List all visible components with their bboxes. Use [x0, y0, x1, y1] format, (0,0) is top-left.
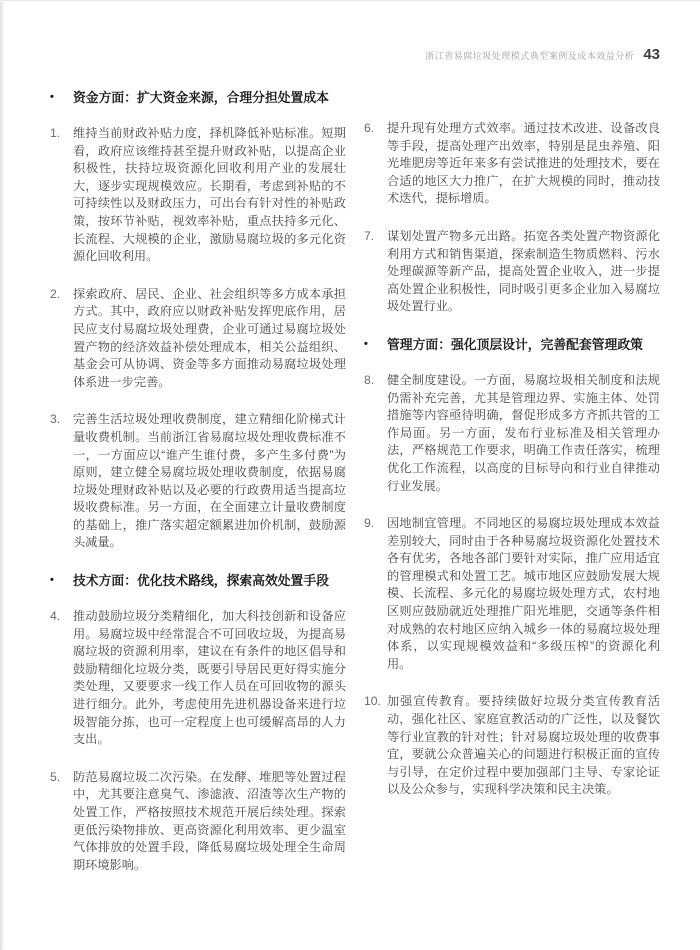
list-item — [50, 608, 346, 749]
item-number: 8. — [364, 372, 375, 387]
two-column-layout — [0, 63, 700, 894]
item-text: 防范易腐垃圾二次污染。在发酵、堆肥等处置过程中，尤其要注意臭气、渗滤液、沼渣等次生产物的处置工作，严格按照技术规范开展后续处理。探索更低污染物排放、更高资源化利用效率、更少温室气体排放的处置手段，降低易腐垃圾处理全生命周期环境影响。 — [73, 769, 346, 872]
document-title: 浙江省易腐垃圾处理模式典型案例及成本效益分析 — [425, 51, 635, 61]
section-heading-label: 资金方面：扩大资金来源，合理分担处置成本 — [73, 90, 329, 105]
bullet-icon: • — [364, 337, 368, 350]
item-text: 谋划处置产物多元出路。拓宽各类处置产物资源化利用方式和销售渠道，探索制造生物质燃料、污水处理碳源等新产品，提高处置企业收入，进一步提高处置企业积极性，同时吸引更多企业加入易腐垃圾处置行业。 — [387, 228, 660, 314]
bullet-icon: • — [50, 91, 54, 103]
list-item — [50, 125, 346, 266]
item-number: 3. — [50, 412, 61, 427]
list-item — [50, 411, 346, 552]
section-heading-management — [364, 336, 660, 353]
item-text: 加强宣传教育。要持续做好垃圾分类宣传教育活动，强化社区、家庭宣教活动的广泛性，以及餐饮等行业宣教的针对性；针对易腐垃圾处理的收费事宜，要就公众普遍关心的问题进行积极正面的宣传与引导，在定价过程中要加强部门主导、专家论证以及公众参与，实现科学决策和民主决策。 — [387, 694, 660, 797]
page-header — [0, 0, 700, 63]
section-heading-technology — [50, 572, 346, 589]
item-number: 5. — [50, 769, 61, 784]
item-text: 因地制宜管理。不同地区的易腐垃圾处理成本效益差别较大，同时由于各种易腐垃圾资源化处置技术各有优劣，各地各部门要针对实际，推广应用适宜的管理模式和处置工艺。城市地区应鼓励发展大规模、长流程、多元化的易腐垃圾处理方式，农村地区则应鼓励就近处理推广阳光堆肥，交通等条件相对成熟的农村地区应纳入城乡一体的易腐垃圾处理体系，以实现规模效益和“多级压榨”的资源化利用。 — [387, 516, 660, 671]
page-top-shadow — [0, 0, 700, 2]
page-number: 43 — [643, 46, 660, 63]
section-heading-label: 技术方面：优化技术路线，探索高效处置手段 — [73, 573, 329, 589]
item-number: 9. — [364, 516, 375, 531]
item-number: 1. — [50, 126, 61, 140]
item-number: 7. — [364, 228, 375, 243]
list-item — [364, 515, 660, 673]
item-number: 6. — [364, 121, 375, 135]
item-number: 10. — [364, 694, 381, 709]
item-number: 2. — [50, 286, 61, 301]
list-item — [364, 228, 660, 316]
page-edge-shadow — [0, 0, 5, 950]
list-item — [50, 286, 346, 392]
list-item — [50, 769, 346, 875]
list-item — [364, 372, 660, 495]
right-column — [364, 85, 660, 894]
section-heading-funding — [50, 89, 346, 106]
item-text: 推动鼓励垃圾分类精细化，加大科技创新和设备应用。易腐垃圾中经常混合不可回收垃圾，为提高易腐垃圾的资源利用率，建议在有条件的地区倡导和鼓励精细化垃圾分类，既要引导居民更好得实施分类处理，又要要求一线工作人员在可回收物的源头进行细分。此外，考虑使用先进机器设备来进行垃圾智能分拣，也可一定程度上也可缓解高昂的人力支出。 — [73, 609, 346, 747]
left-column — [50, 85, 346, 894]
item-text: 提升现有处理方式效率。通过技术改进、设备改良等手段，提高处理产出效率，特别是昆虫养殖、阳光堆肥房等近年来多有尝试推进的处理技术，要在合适的地区大力推广，在扩大规模的同时，推动技术迭代，提标增质。 — [387, 121, 660, 206]
list-item — [364, 120, 660, 208]
item-text: 探索政府、居民、企业、社会组织等多方成本承担方式。其中，政府应以财政补贴发挥兜底作用，居民应支付易腐垃圾处理费，企业可通过易腐垃圾处置产物的经济效益补偿处理成本，相关公益组织、基金会可从协调、资金等多方面推动易腐垃圾处理体系进一步完善。 — [73, 286, 346, 389]
item-text: 维持当前财政补贴力度，择机降低补贴标准。短期看，政府应该维持甚至提升财政补贴，以提高企业积极性，扶持垃圾资源化回收利用产业的发展壮大，逐步实现规模效应。长期看，考虑到补贴的不可持续性以及财政压力，可出台有针对性的补贴政策，按环节补贴，视效率补贴，重点扶持多元化、长流程、大规模的企业，激励易腐垃圾的多元化资源化回收利用。 — [73, 126, 346, 264]
section-heading-label: 管理方面：强化顶层设计，完善配套管理政策 — [387, 336, 643, 352]
item-text: 健全制度建设。一方面，易腐垃圾相关制度和法规仍需补充完善，尤其是管理边界、实施主体、处罚措施等内容亟待明确，督促形成多方齐抓共管的工作局面。另一方面，发布行业标准及相关管理办法，严格规范工作要求，明确工作责任落实，梳理优化工作流程，以高度的目标导向和行业自律推动行业发展。 — [387, 372, 660, 493]
bullet-icon: • — [50, 574, 54, 587]
item-text: 完善生活垃圾处理收费制度，建立精细化阶梯式计量收费机制。当前浙江省易腐垃圾处理收费标准不一，一方面应以“谁产生谁付费，多产生多付费”为原则，建立健全易腐垃圾处理收费制度，依据易腐垃圾处理财政补贴以及必要的行政费用适当提高垃圾收费标准。另一方面，在全面建立计量收费制度的基础上，推广落实超定额累进加价机制，鼓励源头减量。 — [73, 412, 346, 550]
item-number: 4. — [50, 609, 61, 624]
list-item — [364, 693, 660, 799]
